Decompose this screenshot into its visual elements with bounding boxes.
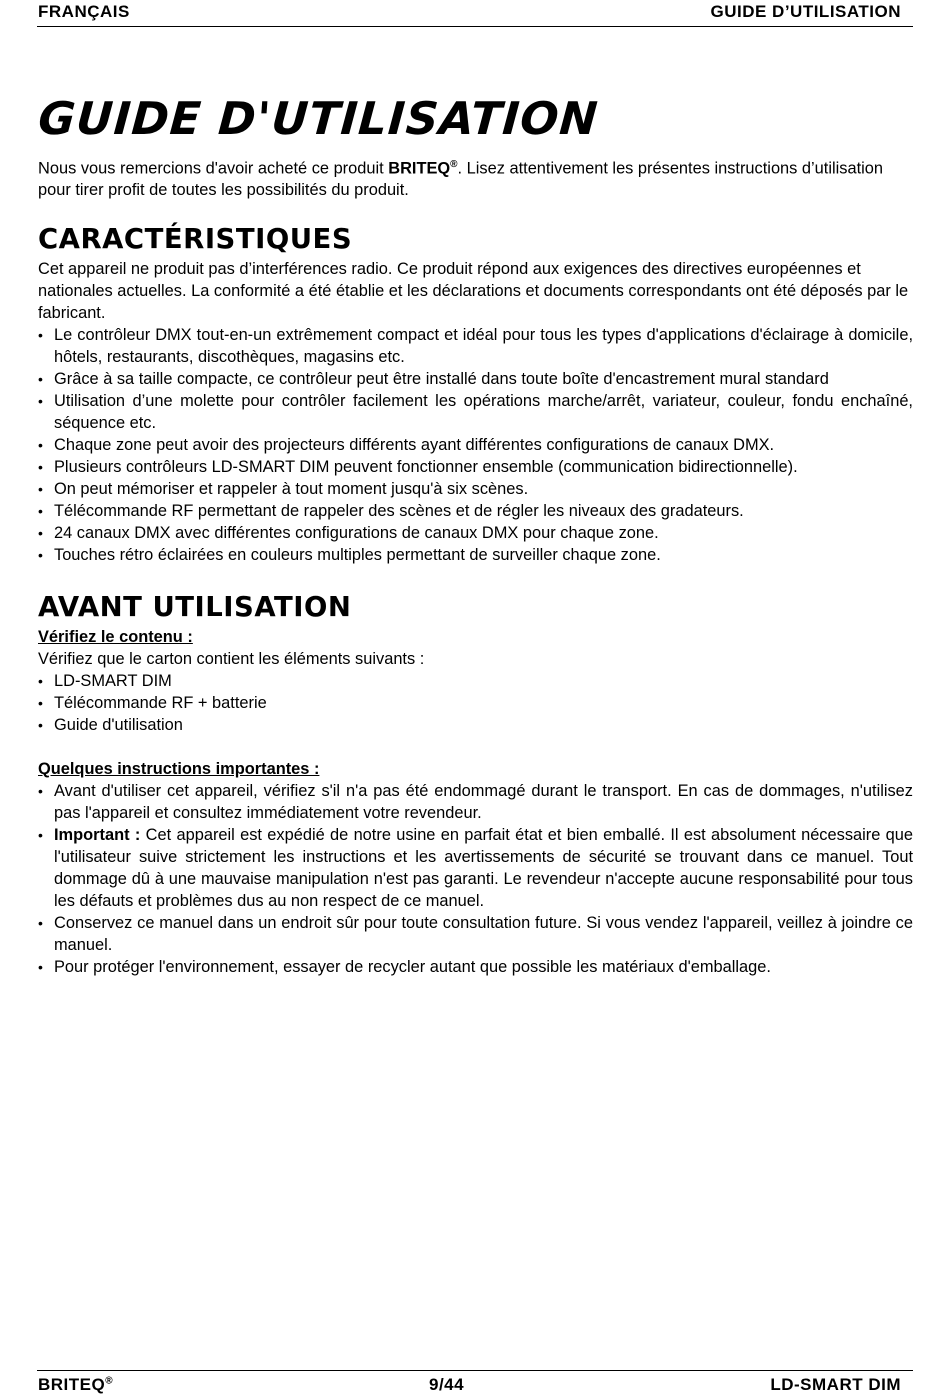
features-block [38,258,913,566]
important-label: Important : [54,826,141,844]
list-item: • Touches rétro éclairées en couleurs multiples permettant de surveiller chaque zone. [38,546,661,564]
list-item: • Guide d'utilisation [38,716,183,734]
bullet-icon: • [38,783,43,799]
header-language: FRANÇAIS [38,2,130,21]
bullet-icon: • [38,525,43,541]
footer-brand: BRITEQ® [38,1375,114,1394]
footer-model: LD-SMART DIM [770,1375,901,1394]
bullet-icon: • [38,959,43,975]
list-item: • Plusieurs contrôleurs LD-SMART DIM peuvent fonctionner ensemble (communication bidirectionnelle). [38,458,798,476]
bullet-icon: • [38,327,43,343]
intro-paragraph [38,154,913,201]
bullet-icon: • [38,459,43,475]
list-item: • LD-SMART DIM [38,672,172,690]
bullet-icon: • [38,827,43,843]
bullet-icon: • [38,915,43,931]
intro-text-after: . Lisez attentivement les présentes instructions d’utilisation pour tirer profit de toutes les possibilités du produit. [38,159,884,199]
list-item: • Chaque zone peut avoir des projecteurs différents ayant différentes configurations de canaux DMX. [38,436,775,454]
check-contents-text: Vérifiez que le carton contient les éléments suivants : [38,650,425,668]
list-item: • Télécommande RF + batterie [38,694,267,712]
intro-text-before: Nous vous remercions d'avoir acheté ce produit [38,159,389,178]
section-heading-before-use: AVANT UTILISATION [38,591,352,623]
list-item: • Utilisation d’une molette pour contrôler facilement les opérations marche/arrêt, variateur, couleur, fondu enchaîné, séquence etc. [38,392,913,432]
page-header [37,0,913,27]
page-number: 9/44 [429,1375,465,1394]
list-item: • On peut mémoriser et rappeler à tout moment jusqu'à six scènes. [38,480,529,498]
features-paragraph: Cet appareil ne produit pas d’interférences radio. Ce produit répond aux exigences des directives européennes et nationales actuelles. La conformité a été établie et les déclarations et documents correspondants ont été déposés par le fabricant. [38,260,909,322]
list-item: • Conservez ce manuel dans un endroit sûr pour toute consultation future. Si vous vendez l'appareil, veillez à joindre ce manuel. [38,914,913,954]
before-use-block [38,626,913,978]
bullet-icon: • [38,393,43,409]
page-footer [37,1370,913,1398]
list-item: • 24 canaux DMX avec différentes configurations de canaux DMX pour chaque zone. [38,524,659,542]
list-item: • Grâce à sa taille compacte, ce contrôleur peut être installé dans toute boîte d'encastrement mural standard [38,370,829,388]
intro-registered-mark: ® [450,159,458,170]
list-item: • Pour protéger l'environnement, essayer de recycler autant que possible les matériaux d'emballage. [38,958,771,976]
list-item: • Le contrôleur DMX tout-en-un extrêmement compact et idéal pour tous les types d'applications d'éclairage à domicile, hôtels, restaurants, discothèques, magasins etc. [38,326,913,366]
section-heading-features: CARACTÉRISTIQUES [38,223,353,255]
list-item: • Avant d'utiliser cet appareil, vérifiez s'il n'a pas été endommagé durant le transport. En cas de dommages, n'utilisez pas l'appareil et consultez immédiatement votre revendeur. [38,782,913,822]
bullet-icon: • [38,481,43,497]
list-item: • Télécommande RF permettant de rappeler des scènes et de régler les niveaux des gradateurs. [38,502,744,520]
bullet-icon: • [38,695,43,711]
bullet-icon: • [38,547,43,563]
contents-list [38,670,913,736]
intro-brand: BRITEQ [388,159,451,178]
page-title: GUIDE D'UTILISATION [36,92,601,145]
bullet-icon: • [38,673,43,689]
bullet-icon: • [38,503,43,519]
bullet-icon: • [38,437,43,453]
header-document-title: GUIDE D’UTILISATION [710,2,901,21]
bullet-icon: • [38,717,43,733]
instructions-list [38,780,913,978]
check-contents-heading: Vérifiez le contenu : [38,628,193,646]
bullet-icon: • [38,371,43,387]
features-list [38,324,913,566]
list-item: • Important : Cet appareil est expédié de notre usine en parfait état et bien emballé. Il est absolument nécessaire que l'utilisateur suive strictement les instructions et les avertissements de sécurité se trouvant dans ce manuel. Tout dommage dû à une mauvaise manipulation n'est pas garanti. Le revendeur n'accepte aucune responsabilité pour tous les défauts et problèmes dus au non respect de ce manuel. [38,826,914,910]
important-instructions-heading: Quelques instructions importantes : [38,760,320,778]
footer-registered-mark: ® [105,1375,114,1387]
